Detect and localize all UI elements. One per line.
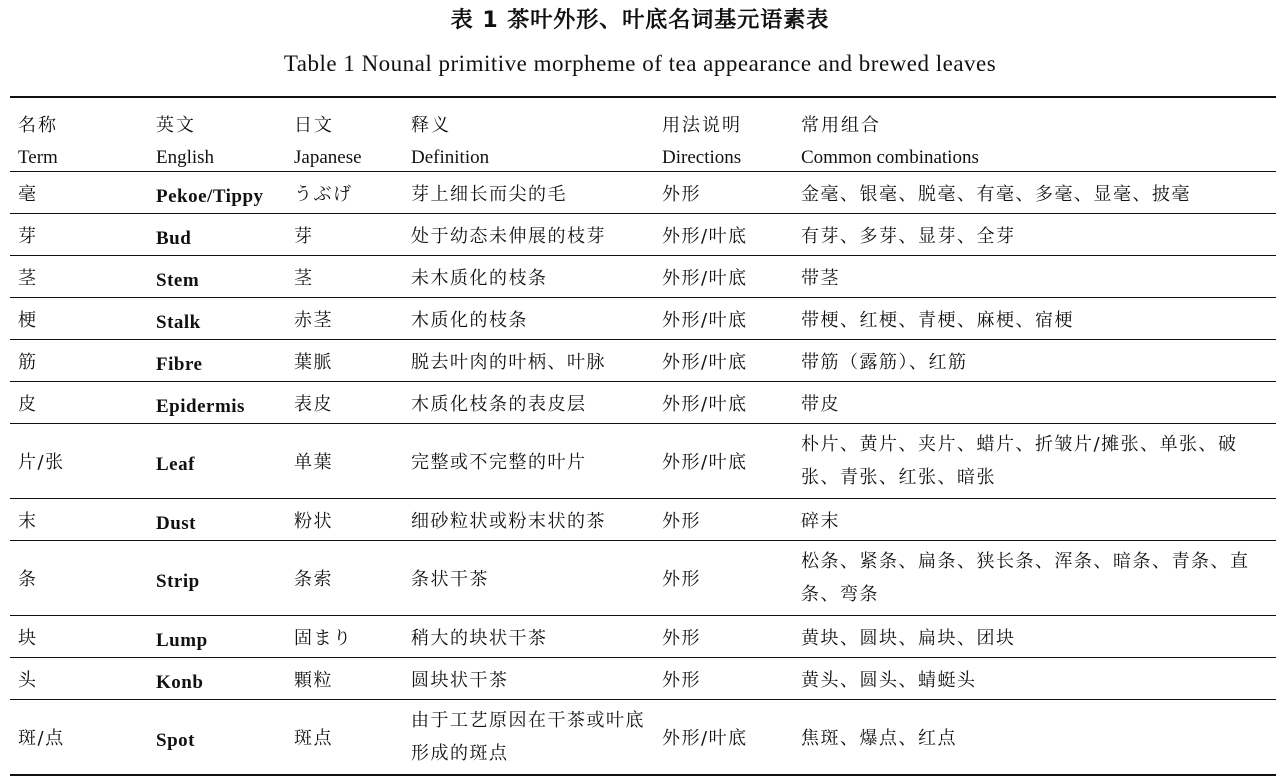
- cell-japanese: 赤茎: [286, 298, 403, 340]
- cell-definition: 处于幼态未伸展的枝芽: [403, 214, 654, 256]
- cell-directions: 外形/叶底: [662, 728, 748, 749]
- cell-english: Pekoe/Tippy: [148, 172, 286, 214]
- table-row: [10, 256, 1276, 298]
- cell-definition: 芽上细长而尖的毛: [403, 172, 654, 214]
- cell-directions: 外形/叶底: [654, 424, 793, 499]
- table-row: [10, 298, 1276, 340]
- cell-definition: 稍大的块状干茶: [403, 616, 654, 658]
- cell-japanese: 单葉: [286, 424, 403, 499]
- cell-term: 头: [10, 658, 148, 700]
- cell-english: Lump: [148, 616, 286, 658]
- header-combinations-en: Common combinations: [793, 144, 1276, 172]
- header-term-en: Term: [10, 144, 148, 172]
- header-definition-en: Definition: [403, 144, 654, 172]
- cell-definition: 圆块状干茶: [403, 658, 654, 700]
- cell-english: Stem: [148, 256, 286, 298]
- cell-japanese: 固まり: [286, 616, 403, 658]
- cell-term: 筋: [10, 340, 148, 382]
- header-row-chinese: [10, 97, 1276, 144]
- header-japanese-zh: 日文: [294, 115, 334, 136]
- table-body: [10, 172, 1276, 776]
- table-row: [10, 700, 1276, 776]
- header-english-zh: 英文: [156, 115, 196, 136]
- cell-japanese: 斑点: [294, 728, 333, 749]
- cell-combinations: 松条、紧条、扁条、狭长条、浑条、暗条、青条、直条、弯条: [793, 541, 1276, 616]
- cell-combinations: 带筋（露筋）、红筋: [793, 340, 1276, 382]
- cell-combinations: 黄头、圆头、蜻蜓头: [793, 658, 1276, 700]
- table-row: [10, 616, 1276, 658]
- cell-directions: 外形/叶底: [654, 214, 793, 256]
- cell-definition: 由于工艺原因在干茶或叶底形成的斑点: [411, 710, 645, 764]
- cell-english: Strip: [148, 541, 286, 616]
- cell-english: Spot: [156, 730, 195, 751]
- table-title-english: Table 1 Nounal primitive morpheme of tea appearance and brewed leaves: [283, 51, 997, 76]
- cell-english: Stalk: [148, 298, 286, 340]
- cell-japanese: 表皮: [286, 382, 403, 424]
- table-row: [10, 214, 1276, 256]
- cell-japanese: 茎: [286, 256, 403, 298]
- cell-combinations: 焦斑、爆点、红点: [801, 728, 957, 749]
- cell-definition: 木质化的枝条: [403, 298, 654, 340]
- table-row: [10, 172, 1276, 214]
- header-term-zh: 名称: [18, 115, 58, 136]
- cell-combinations: 碎末: [793, 499, 1276, 541]
- cell-term: 皮: [10, 382, 148, 424]
- cell-term: 块: [10, 616, 148, 658]
- cell-japanese: 芽: [286, 214, 403, 256]
- cell-combinations: 带梗、红梗、青梗、麻梗、宿梗: [793, 298, 1276, 340]
- header-definition-zh: 释义: [411, 115, 451, 136]
- cell-directions: 外形/叶底: [654, 382, 793, 424]
- table-row: [10, 424, 1276, 499]
- cell-term: 片/张: [10, 424, 148, 499]
- header-row-english: [10, 144, 1276, 172]
- table-row: [10, 499, 1276, 541]
- table-row: [10, 340, 1276, 382]
- cell-combinations: 金毫、银毫、脱毫、有毫、多毫、显毫、披毫: [793, 172, 1276, 214]
- cell-term: 斑/点: [18, 728, 65, 749]
- cell-term: 末: [10, 499, 148, 541]
- table-header: [10, 97, 1276, 172]
- cell-definition: 细砂粒状或粉末状的茶: [403, 499, 654, 541]
- cell-definition: 完整或不完整的叶片: [403, 424, 654, 499]
- cell-japanese: 葉脈: [286, 340, 403, 382]
- table-title-chinese: 表 1 茶叶外形、叶底名词基元语素表: [450, 8, 830, 33]
- header-directions-en: Directions: [654, 144, 793, 172]
- cell-combinations: 带皮: [793, 382, 1276, 424]
- cell-definition: 未木质化的枝条: [403, 256, 654, 298]
- cell-english: Fibre: [148, 340, 286, 382]
- header-japanese-en: Japanese: [286, 144, 403, 172]
- table-row: [10, 541, 1276, 616]
- cell-term: 茎: [10, 256, 148, 298]
- header-english-en: English: [148, 144, 286, 172]
- cell-directions: 外形/叶底: [654, 298, 793, 340]
- cell-japanese: 条索: [286, 541, 403, 616]
- cell-directions: 外形/叶底: [654, 340, 793, 382]
- header-directions-zh: 用法说明: [662, 115, 742, 136]
- cell-japanese: 顆粒: [286, 658, 403, 700]
- cell-term: 条: [10, 541, 148, 616]
- cell-definition: 脱去叶肉的叶柄、叶脉: [403, 340, 654, 382]
- cell-english: Dust: [148, 499, 286, 541]
- cell-directions: 外形: [654, 616, 793, 658]
- cell-directions: 外形/叶底: [654, 256, 793, 298]
- cell-english: Leaf: [148, 424, 286, 499]
- cell-term: 梗: [10, 298, 148, 340]
- cell-term: 毫: [10, 172, 148, 214]
- cell-english: Konb: [148, 658, 286, 700]
- cell-term: 芽: [10, 214, 148, 256]
- cell-combinations: 黄块、圆块、扁块、团块: [793, 616, 1276, 658]
- cell-directions: 外形: [654, 658, 793, 700]
- cell-combinations: 朴片、黄片、夹片、蜡片、折皱片/摊张、单张、破张、青张、红张、暗张: [793, 424, 1276, 499]
- cell-english: Bud: [148, 214, 286, 256]
- cell-directions: 外形: [654, 172, 793, 214]
- cell-directions: 外形: [654, 499, 793, 541]
- table-row: [10, 382, 1276, 424]
- cell-definition: 木质化枝条的表皮层: [403, 382, 654, 424]
- cell-english: Epidermis: [148, 382, 286, 424]
- cell-directions: 外形: [654, 541, 793, 616]
- cell-combinations: 带茎: [793, 256, 1276, 298]
- cell-combinations: 有芽、多芽、显芽、全芽: [793, 214, 1276, 256]
- table-row: [10, 658, 1276, 700]
- cell-japanese: 粉状: [286, 499, 403, 541]
- cell-japanese: うぶげ: [286, 172, 403, 214]
- cell-definition: 条状干茶: [403, 541, 654, 616]
- header-combinations-zh: 常用组合: [801, 115, 881, 136]
- morpheme-table: [10, 96, 1276, 776]
